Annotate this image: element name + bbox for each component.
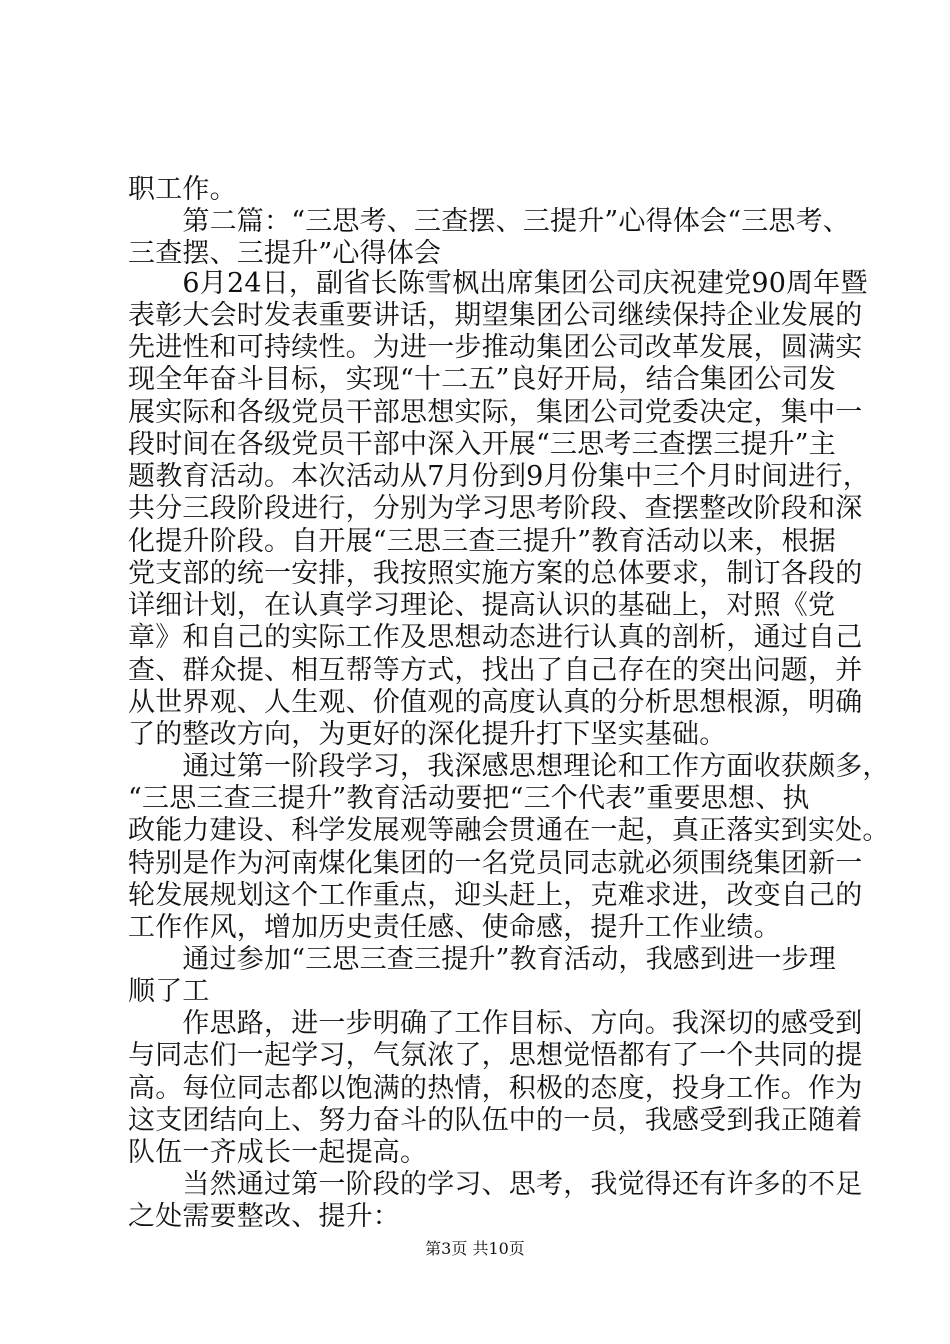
text-line: 了的整改方向，为更好的深化提升打下坚实基础。 [128,719,727,750]
text-line: 通过第一阶段学习，我深感思想理论和工作方面收获颇多， [128,751,890,782]
text-line: 政能力建设、科学发展观等融会贯通在一起，真正落实到实处。 [128,815,890,846]
text-line: 与同志们一起学习，气氛浓了，思想觉悟都有了一个共同的提 [128,1040,863,1071]
text-line: 顺了工 [128,976,210,1007]
text-line: 队伍一齐成长一起提高。 [128,1137,428,1168]
text-line: “三思三查三提升”教育活动要把“三个代表”重要思想、执 [128,783,810,814]
text-line: 高。每位同志都以饱满的热情，积极的态度，投身工作。作为 [128,1073,863,1104]
page-number-footer: 第3页 共10页 [425,1239,525,1258]
text-line: 先进性和可持续性。为进一步推动集团公司改革发展，圆满实 [128,332,863,363]
text-line: 党支部的统一安排，我按照实施方案的总体要求，制订各段的 [128,558,863,589]
text-line: 当然通过第一阶段的学习、思考，我觉得还有许多的不足 [128,1169,863,1200]
text-line: 段时间在各级党员干部中深入开展“三思考三查摆三提升”主 [128,429,837,460]
text-line: 从世界观、人生观、价值观的高度认真的分析思想根源，明确 [128,687,863,718]
text-line: 展实际和各级党员干部思想实际，集团公司党委决定，集中一 [128,397,863,428]
text-line: 题教育活动。本次活动从7月份到9月份集中三个月时间进行， [128,461,870,492]
text-line: 详细计划，在认真学习理论、提高认识的基础上，对照《党 [128,590,836,621]
text-line: 特别是作为河南煤化集团的一名党员同志就必须围绕集团新一 [128,848,863,879]
text-line: 共分三段阶段进行，分别为学习思考阶段、查摆整改阶段和深 [128,493,863,524]
text-line: 化提升阶段。自开展“三思三查三提升”教育活动以来，根据 [128,526,837,557]
text-line: 三查摆、三提升”心得体会 [128,238,442,269]
text-line: 章》和自己的实际工作及思想动态进行认真的剖析，通过自己 [128,622,863,653]
text-line: 作思路，进一步明确了工作目标、方向。我深切的感受到 [128,1008,863,1039]
text-line: 通过参加“三思三查三提升”教育活动，我感到进一步理 [128,944,837,975]
text-line: 查、群众提、相互帮等方式，找出了自己存在的突出问题，并 [128,655,863,686]
text-line: 表彰大会时发表重要讲话，期望集团公司继续保持企业发展的 [128,300,863,331]
text-line: 职工作。 [128,174,237,205]
text-line: 现全年奋斗目标，实现“十二五”良好开局，结合集团公司发 [128,364,837,395]
text-line: 轮发展规划这个工作重点，迎头赶上，克难求进，改变自己的 [128,880,863,911]
text-line: 这支团结向上、努力奋斗的队伍中的一员，我感受到我正随着 [128,1105,863,1136]
text-line: 6月24日，副省长陈雪枫出席集团公司庆祝建党90周年暨 [128,268,868,299]
text-line: 之处需要整改、提升： [128,1201,400,1232]
text-line: 第二篇：“三思考、三查摆、三提升”心得体会“三思考、 [128,206,851,237]
text-line: 工作作风，增加历史责任感、使命感，提升工作业绩。 [128,912,781,943]
